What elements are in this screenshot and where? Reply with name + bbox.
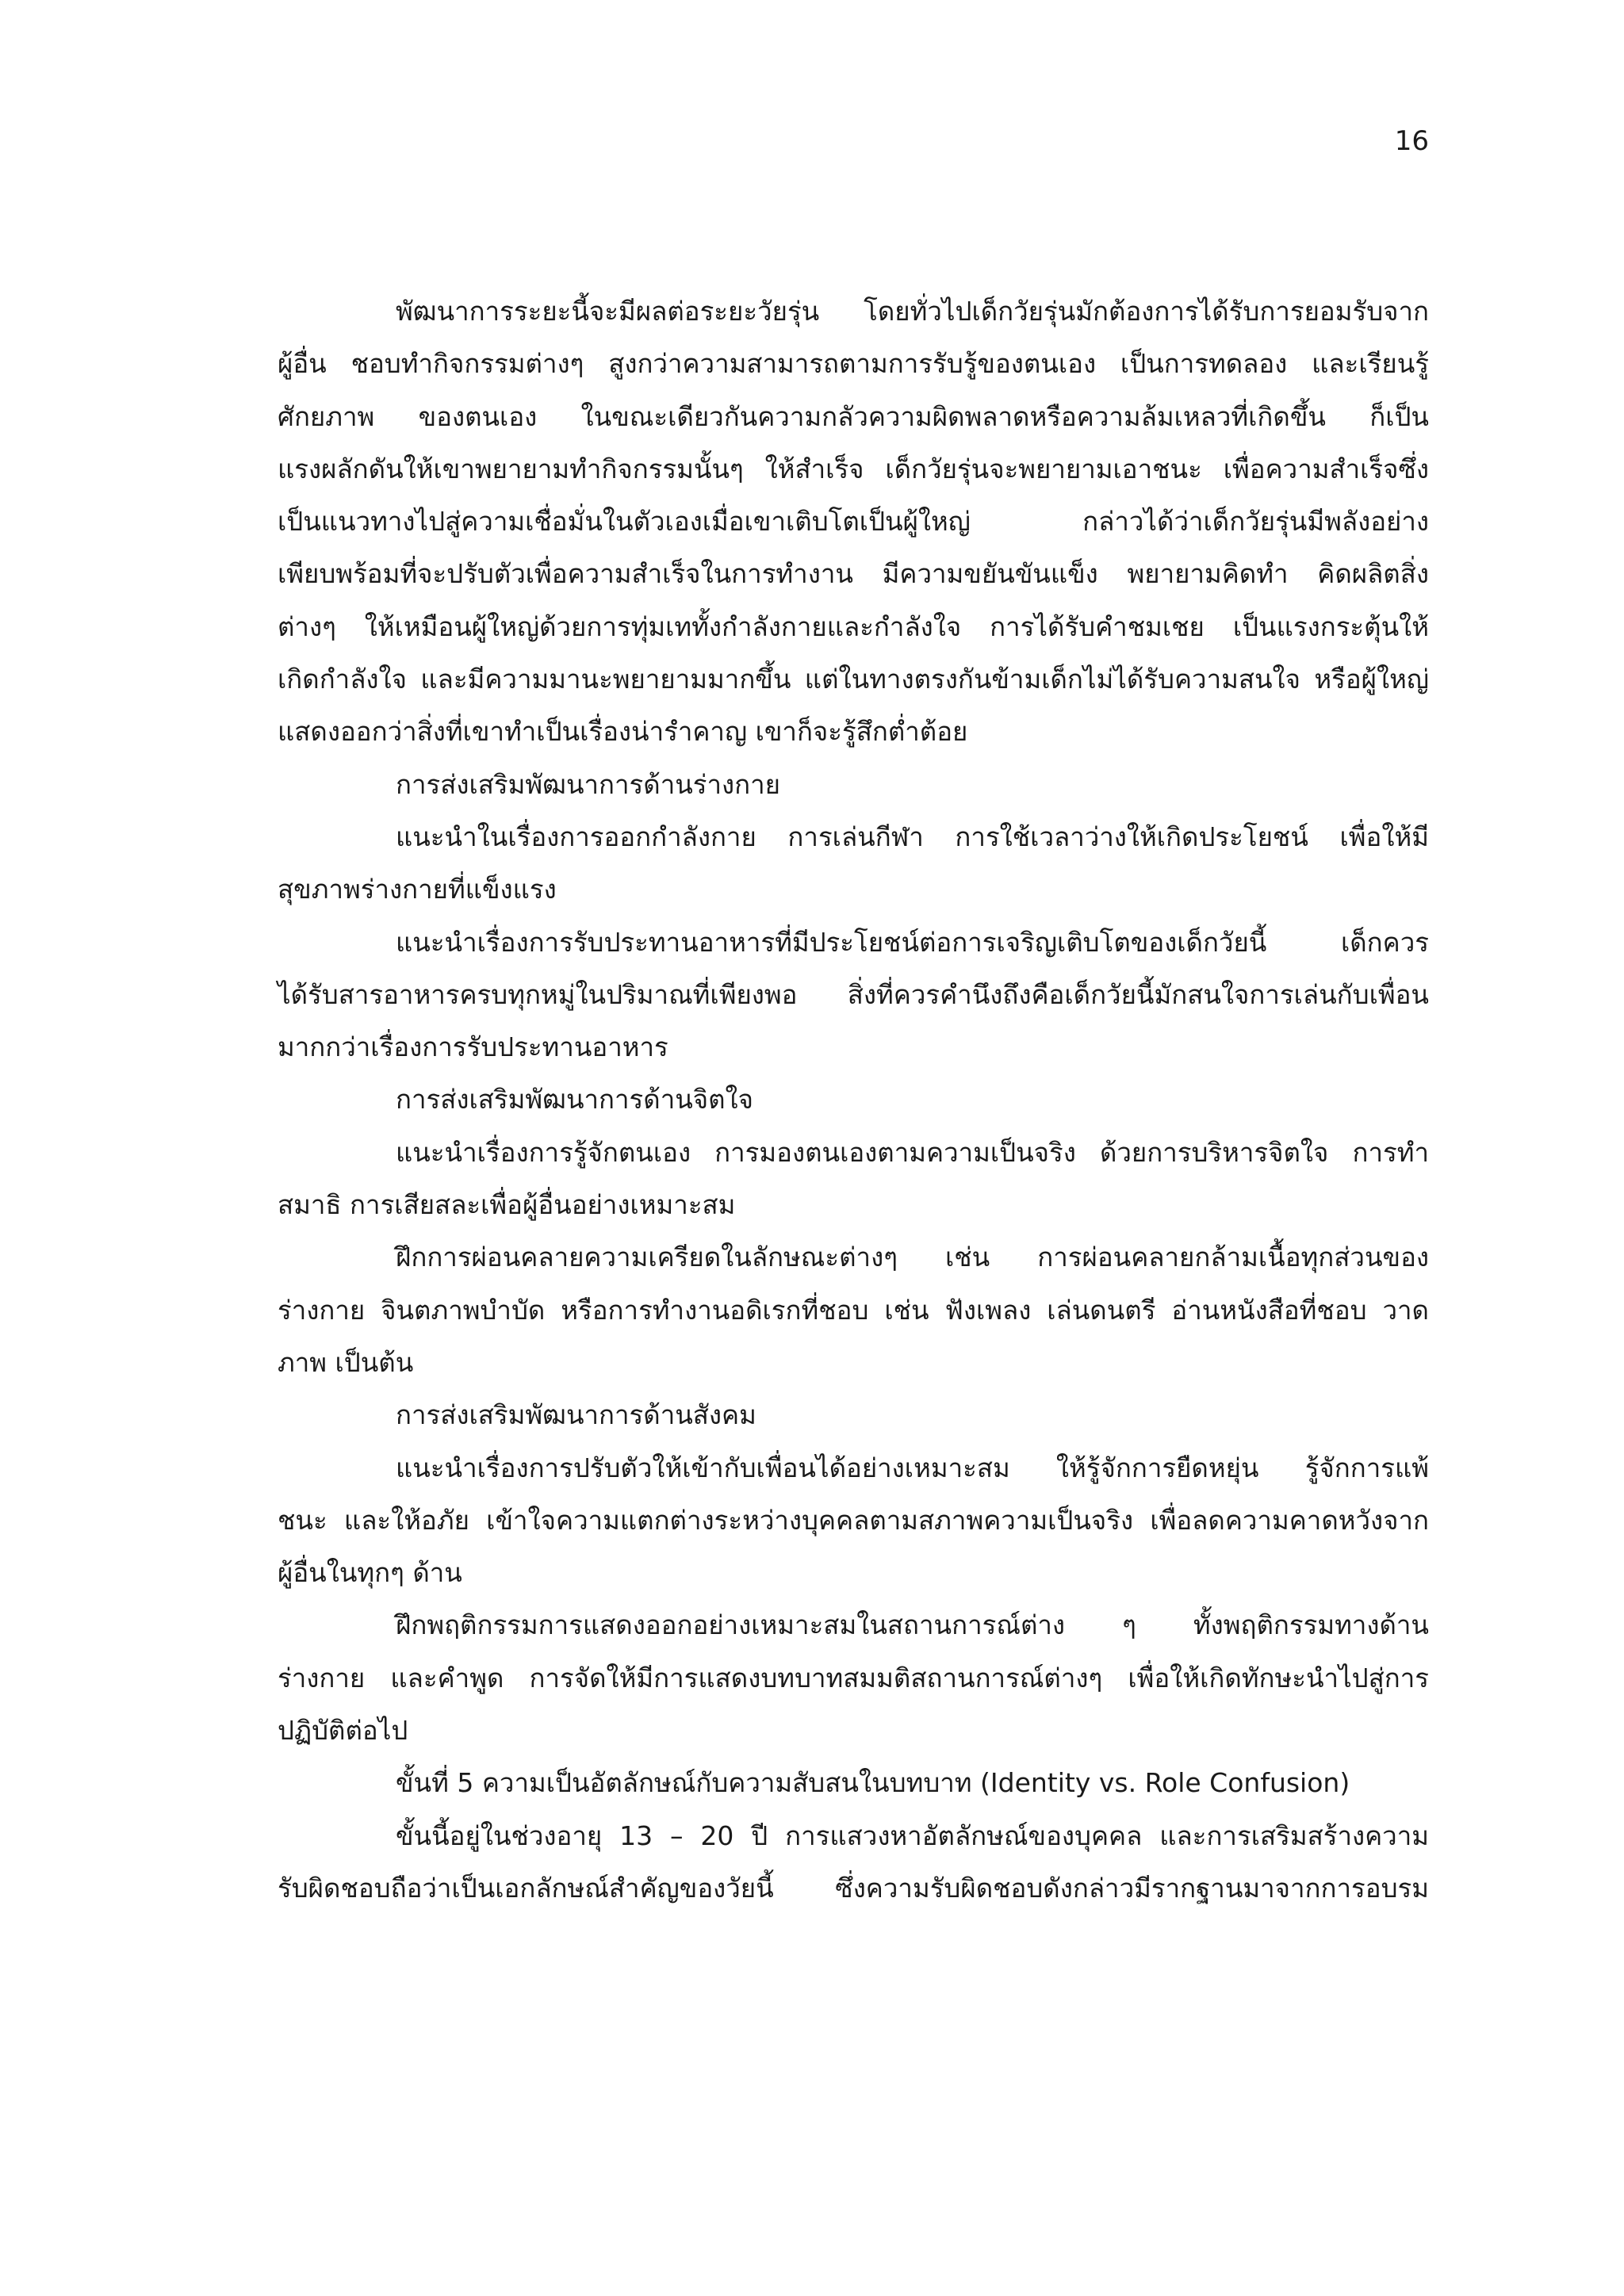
- text-line: ร่างกาย และคำพูด การจัดให้มีการแสดงบทบาทสมมติสถานการณ์ต่างๆ เพื่อให้เกิดทักษะนำไปสู่การ: [278, 1662, 1429, 1693]
- text-line: สมาธิ การเสียสละเพื่อผู้อื่นอย่างเหมาะสม: [278, 1189, 736, 1221]
- text-line: รับผิดชอบถือว่าเป็นเอกลักษณ์สำคัญของวัยนี้ ซึ่งความรับผิดชอบดังกล่าวมีรากฐานมาจากการอบรม: [278, 1872, 1429, 1904]
- text-line: ฝึกการผ่อนคลายความเครียดในลักษณะต่างๆ เช่น การผ่อนคลายกล้ามเนื้อทุกส่วนของ: [396, 1242, 1429, 1273]
- paragraph: [278, 916, 1429, 1074]
- text-line: แนะนำในเรื่องการออกกำลังกาย การเล่นกีฬา การใช้เวลาว่างให้เกิดประโยชน์ เพื่อให้มี: [396, 821, 1429, 852]
- text-line: ศักยภาพ ของตนเอง ในขณะเดียวกันความกลัวความผิดพลาดหรือความล้มเหลวที่เกิดขึ้น ก็เป็น: [278, 400, 1429, 432]
- text-line: เป็นแนวทางไปสู่ความเชื่อมั่นในตัวเองเมื่อเขาเติบโตเป็นผู้ใหญ่ กล่าวได้ว่าเด็กวัยรุ่นมีพลังอย่าง: [278, 506, 1429, 538]
- text-line: พัฒนาการระยะนี้จะมีผลต่อระยะวัยรุ่น โดยทั่วไปเด็กวัยรุ่นมักต้องการได้รับการยอมรับจาก: [396, 296, 1429, 327]
- text-line: ขั้นที่ 5 ความเป็นอัตลักษณ์กับความสับสนในบทบาท (Identity vs. Role Confusion): [396, 1767, 1350, 1799]
- text-line: ฝึกพฤติกรรมการแสดงออกอย่างเหมาะสมในสถานการณ์ต่าง ๆ ทั้งพฤติกรรมทางด้าน: [396, 1609, 1429, 1641]
- text-line: ได้รับสารอาหารครบทุกหมู่ในปริมาณที่เพียงพอ สิ่งที่ควรคำนึงถึงคือเด็กวัยนี้มักสนใจการเล่นกับเพื่อน: [278, 978, 1429, 1010]
- text-line: การส่งเสริมพัฒนาการด้านจิตใจ: [396, 1084, 754, 1115]
- text-line: แรงผลักดันให้เขาพยายามทำกิจกรรมนั้นๆ ให้สำเร็จ เด็กวัยรุ่นจะพยายามเอาชนะ เพื่อความสำเร็จซึ่ง: [278, 453, 1429, 484]
- text-line: การส่งเสริมพัฒนาการด้านสังคม: [396, 1399, 756, 1431]
- text-line: มากกว่าเรื่องการรับประทานอาหาร: [278, 1031, 668, 1063]
- text-line: ผู้อื่น ชอบทำกิจกรรมต่างๆ สูงกว่าความสามารถตามการรับรู้ของตนเอง เป็นการทดลอง และเรียนรู้: [278, 348, 1429, 380]
- section-heading: [278, 759, 1429, 811]
- text-line: การส่งเสริมพัฒนาการด้านร่างกาย: [396, 768, 781, 800]
- page-number: 16: [1394, 125, 1429, 157]
- text-line: แสดงออกว่าสิ่งที่เขาทำเป็นเรื่องน่ารำคาญ เขาก็จะรู้สึกต่ำต้อย: [278, 716, 968, 748]
- text-line: ผู้อื่นในทุกๆ ด้าน: [278, 1557, 462, 1589]
- text-line: เพียบพร้อมที่จะปรับตัวเพื่อความสำเร็จในการทำงาน มีความขยันขันแข็ง พยายามคิดทำ คิดผลิตสิ่ง: [278, 558, 1429, 590]
- text-line: ขั้นนี้อยู่ในช่วงอายุ 13 – 20 ปี การแสวงหาอัตลักษณ์ของบุคคล และการเสริมสร้างความ: [396, 1820, 1429, 1851]
- text-line: แนะนำเรื่องการรับประทานอาหารที่มีประโยชน์ต่อการเจริญเติบโตของเด็กวัยนี้ เด็กควร: [396, 926, 1429, 958]
- text-line: เกิดกำลังใจ และมีความมานะพยายามมากขึ้น แต่ในทางตรงกันข้ามเด็กไม่ได้รับความสนใจ หรือผู้ใหญ่: [278, 664, 1429, 695]
- text-line: สุขภาพร่างกายที่แข็งแรง: [278, 874, 557, 905]
- document-body: [278, 285, 1429, 1915]
- text-line: ภาพ เป็นต้น: [278, 1346, 414, 1378]
- paragraph: [278, 1231, 1429, 1389]
- text-line: แนะนำเรื่องการรู้จักตนเอง การมองตนเองตามความเป็นจริง ด้วยการบริหารจิตใจ การทำ: [396, 1136, 1429, 1168]
- text-line: ชนะ และให้อภัย เข้าใจความแตกต่างระหว่างบุคคลตามสภาพความเป็นจริง เพื่อลดความคาดหวังจาก: [278, 1504, 1429, 1536]
- section-heading: [278, 1757, 1429, 1809]
- paragraph: [278, 1442, 1429, 1600]
- text-line: ปฏิบัติต่อไป: [278, 1715, 408, 1747]
- section-heading: [278, 1073, 1429, 1126]
- paragraph: [278, 811, 1429, 916]
- paragraph: [278, 1127, 1429, 1232]
- paragraph: [278, 285, 1429, 759]
- text-line: แนะนำเรื่องการปรับตัวให้เข้ากับเพื่อนได้อย่างเหมาะสม ให้รู้จักการยืดหยุ่น รู้จักการแพ้: [396, 1452, 1429, 1483]
- paragraph: [278, 1810, 1429, 1915]
- paragraph: [278, 1599, 1429, 1757]
- text-line: ต่างๆ ให้เหมือนผู้ใหญ่ด้วยการทุ่มเททั้งกำลังกายและกำลังใจ การได้รับคำชมเชย เป็นแรงกระตุ้นให้: [278, 610, 1429, 642]
- text-line: ร่างกาย จินตภาพบำบัด หรือการทำงานอดิเรกที่ชอบ เช่น ฟังเพลง เล่นดนตรี อ่านหนังสือที่ชอบ วาด: [278, 1294, 1429, 1326]
- section-heading: [278, 1389, 1429, 1441]
